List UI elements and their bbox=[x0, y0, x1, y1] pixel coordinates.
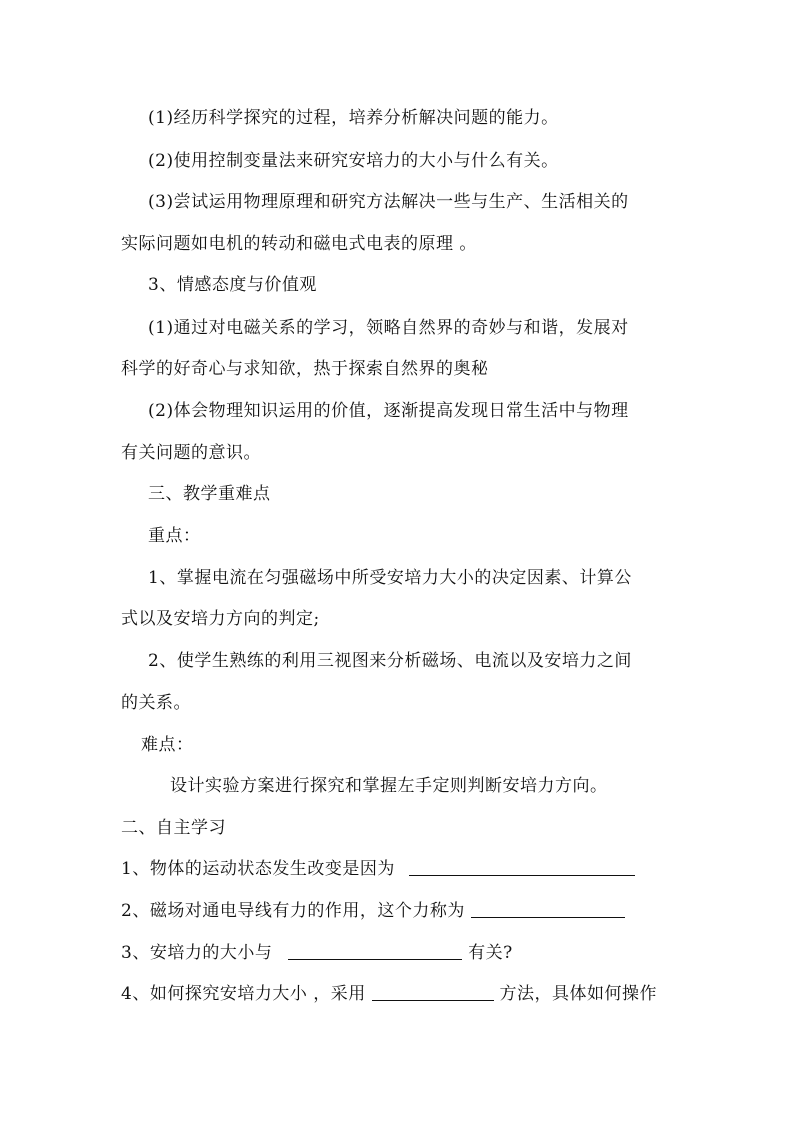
difficulty-label: 难点： bbox=[141, 735, 194, 755]
objective-line-3: (3)尝试运用物理原理和研究方法解决一些与生产、生活相关的 bbox=[148, 192, 629, 212]
difficulty-text: 设计实验方案进行探究和掌握左手定则判断安培力方向。 bbox=[170, 776, 608, 796]
emotion-line-2-cont: 有关问题的意识。 bbox=[121, 443, 261, 463]
objective-line-2: (2)使用控制变量法来研究安培力的大小与什么有关。 bbox=[148, 151, 559, 171]
question-1-text: 1、物体的运动状态发生改变是因为 bbox=[121, 859, 395, 879]
section-heading-key-points: 三、教学重难点 bbox=[148, 484, 271, 504]
question-4-text: 4、如何探究安培力大小 ，采用 bbox=[121, 984, 366, 1004]
emotion-line-1: (1)通过对电磁关系的学习，领略自然界的奇妙与和谐，发展对 bbox=[148, 318, 629, 338]
key-point-1-cont: 式以及安培力方向的判定; bbox=[121, 609, 320, 629]
key-point-2: 2、使学生熟练的利用三视图来分析磁场、电流以及安培力之间 bbox=[148, 651, 632, 671]
question-2-text: 2、磁场对通电导线有力的作用，这个力称为 bbox=[121, 901, 465, 921]
key-point-label: 重点： bbox=[148, 526, 201, 546]
objective-line-3-cont: 实际问题如电机的转动和磁电式电表的原理 。 bbox=[121, 234, 477, 254]
section-heading-emotion: 3、情感态度与价值观 bbox=[148, 275, 317, 295]
question-2 bbox=[121, 900, 625, 922]
key-point-1: 1、掌握电流在匀强磁场中所受安培力大小的决定因素、计算公 bbox=[148, 568, 632, 588]
question-4-suffix: 方法，具体如何操作 bbox=[499, 984, 658, 1004]
objective-line-1: (1)经历科学探究的过程，培养分析解决问题的能力。 bbox=[148, 108, 559, 128]
question-1 bbox=[121, 858, 635, 880]
answer-blank-1[interactable] bbox=[409, 859, 635, 876]
question-3-suffix: 有关? bbox=[468, 943, 513, 963]
section-heading-self-study: 二、自主学习 bbox=[121, 818, 226, 838]
answer-blank-4[interactable] bbox=[372, 984, 494, 1001]
question-3 bbox=[121, 942, 513, 964]
key-point-2-cont: 的关系。 bbox=[121, 693, 191, 713]
emotion-line-2: (2)体会物理知识运用的价值，逐渐提高发现日常生活中与物理 bbox=[148, 401, 629, 421]
question-3-text: 3、安培力的大小与 bbox=[121, 943, 273, 963]
answer-blank-2[interactable] bbox=[471, 901, 625, 918]
question-4 bbox=[121, 983, 657, 1005]
emotion-line-1-cont: 科学的好奇心与求知欲，热于探索自然界的奥秘 bbox=[121, 359, 489, 379]
answer-blank-3[interactable] bbox=[288, 943, 462, 960]
